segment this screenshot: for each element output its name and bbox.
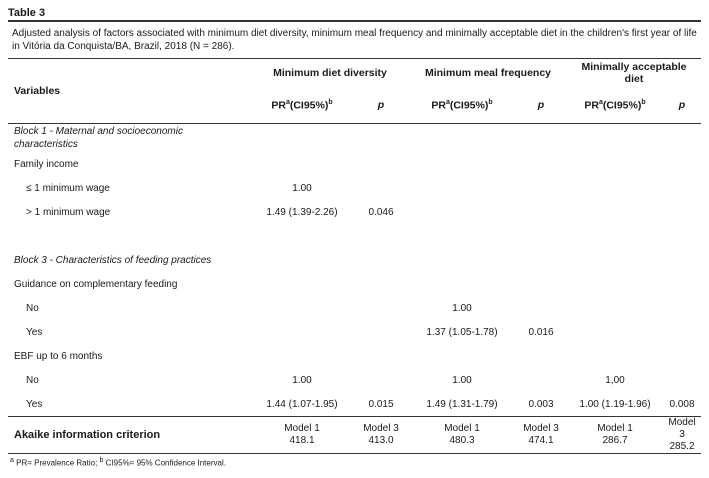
mad-p-cell	[663, 296, 701, 320]
mad-pr-cell	[567, 176, 663, 200]
pr-ci-header: $PR^a(CI95\%)^b$	[271, 98, 333, 112]
group-header-mmf: Minimum meal frequency	[424, 67, 552, 79]
akaike-row	[8, 417, 701, 454]
p-header: p	[678, 99, 686, 111]
family-income-row	[8, 152, 701, 176]
table-label: Table 3	[8, 7, 46, 19]
mdd-pr-cell: 1.49 (1.39-2.26)	[266, 206, 338, 218]
table-caption: Adjusted analysis of factors associated with minimum diet diversity, minimum meal frequency and minimally acceptable diet in the children's first year of life in Vitória da Conquista/BA, Brazil, 2018 (N = 286).	[8, 20, 701, 59]
row-label: No	[26, 374, 39, 386]
table-row	[8, 392, 701, 417]
mmf-p-cell: 0.016	[528, 326, 554, 338]
results-table	[8, 59, 701, 454]
p-header: p	[377, 99, 385, 111]
mdd-p-cell	[353, 368, 409, 392]
table-row	[8, 200, 701, 224]
mmf-pr-cell: 1.37 (1.05-1.78)	[426, 326, 498, 338]
mdd-p-cell: 0.015	[368, 398, 394, 410]
block1-title-row	[8, 124, 701, 153]
akaike-label: Akaike information criterion	[14, 429, 161, 441]
mmf-p-cell	[515, 200, 567, 224]
mmf-pr-cell	[409, 176, 515, 200]
mmf-p-cell	[515, 176, 567, 200]
mmf-pr-cell	[409, 200, 515, 224]
row-label: Yes	[26, 326, 43, 338]
p-header: p	[537, 99, 545, 111]
mdd-p-cell	[353, 320, 409, 344]
mad-pr-cell: 1,00	[605, 374, 625, 386]
mad-pr-cell: 1.00 (1.19-1.96)	[579, 398, 651, 410]
mmf-p-cell	[515, 368, 567, 392]
mad-p-cell	[663, 320, 701, 344]
mad-pr-cell	[567, 200, 663, 224]
table-footnote: $^a$ PR= Prevalence Ratio; $^b$ CI95%= 95% Confidence Interval.	[10, 457, 226, 468]
akaike-model-cell: Model 3 285.2	[668, 417, 696, 452]
akaike-model-cell: Model 3 474.1	[523, 423, 559, 446]
row-label: No	[26, 302, 39, 314]
group-header-mdd: Minimum diet diversity	[273, 67, 387, 79]
block3-title: Block 3 - Characteristics of feeding practices	[14, 254, 212, 266]
mdd-pr-cell: 1.44 (1.07-1.95)	[266, 398, 338, 410]
mad-p-cell	[663, 368, 701, 392]
mdd-pr-cell	[251, 296, 353, 320]
mmf-p-cell	[515, 296, 567, 320]
table-row	[8, 296, 701, 320]
mdd-p-cell	[353, 176, 409, 200]
ebf-label: EBF up to 6 months	[14, 350, 103, 362]
mmf-p-cell: 0.003	[528, 398, 554, 410]
header-group-row	[8, 59, 701, 87]
row-label: > 1 minimum wage	[26, 206, 111, 218]
pr-ci-header: $PR^a(CI95\%)^b$	[431, 98, 493, 112]
pr-ci-header: $PR^a(CI95\%)^b$	[584, 98, 646, 112]
spacer-row	[8, 224, 701, 248]
mdd-pr-cell: 1.00	[292, 374, 312, 386]
guidance-row	[8, 272, 701, 296]
block1-title: Block 1 - Maternal and socioeconomic characteristics	[14, 126, 183, 150]
row-label: Yes	[26, 398, 43, 410]
group-header-mad: Minimally acceptable diet	[581, 61, 687, 85]
mmf-pr-cell: 1.00	[452, 374, 472, 386]
mad-pr-cell	[567, 320, 663, 344]
guidance-label: Guidance on complementary feeding	[14, 278, 178, 290]
mad-p-cell	[663, 200, 701, 224]
table-row	[8, 176, 701, 200]
variables-header: Variables	[14, 85, 61, 97]
ebf-row	[8, 344, 701, 368]
mdd-p-cell: 0.046	[368, 206, 394, 218]
family-income-label: Family income	[14, 158, 79, 170]
table-row	[8, 368, 701, 392]
akaike-model-cell: Model 1 286.7	[597, 423, 633, 446]
mdd-pr-cell: 1.00	[292, 182, 312, 194]
mmf-pr-cell: 1.00	[452, 302, 472, 314]
mdd-pr-cell	[251, 320, 353, 344]
table-row	[8, 320, 701, 344]
block3-title-row	[8, 248, 701, 272]
akaike-model-cell: Model 3 413.0	[363, 423, 399, 446]
akaike-model-cell: Model 1 480.3	[444, 423, 480, 446]
mad-pr-cell	[567, 296, 663, 320]
akaike-model-cell: Model 1 418.1	[284, 423, 320, 446]
row-label: ≤ 1 minimum wage	[26, 182, 110, 194]
mad-p-cell: 0.008	[669, 398, 695, 410]
mmf-pr-cell: 1.49 (1.31-1.79)	[426, 398, 498, 410]
mad-p-cell	[663, 176, 701, 200]
mdd-p-cell	[353, 296, 409, 320]
